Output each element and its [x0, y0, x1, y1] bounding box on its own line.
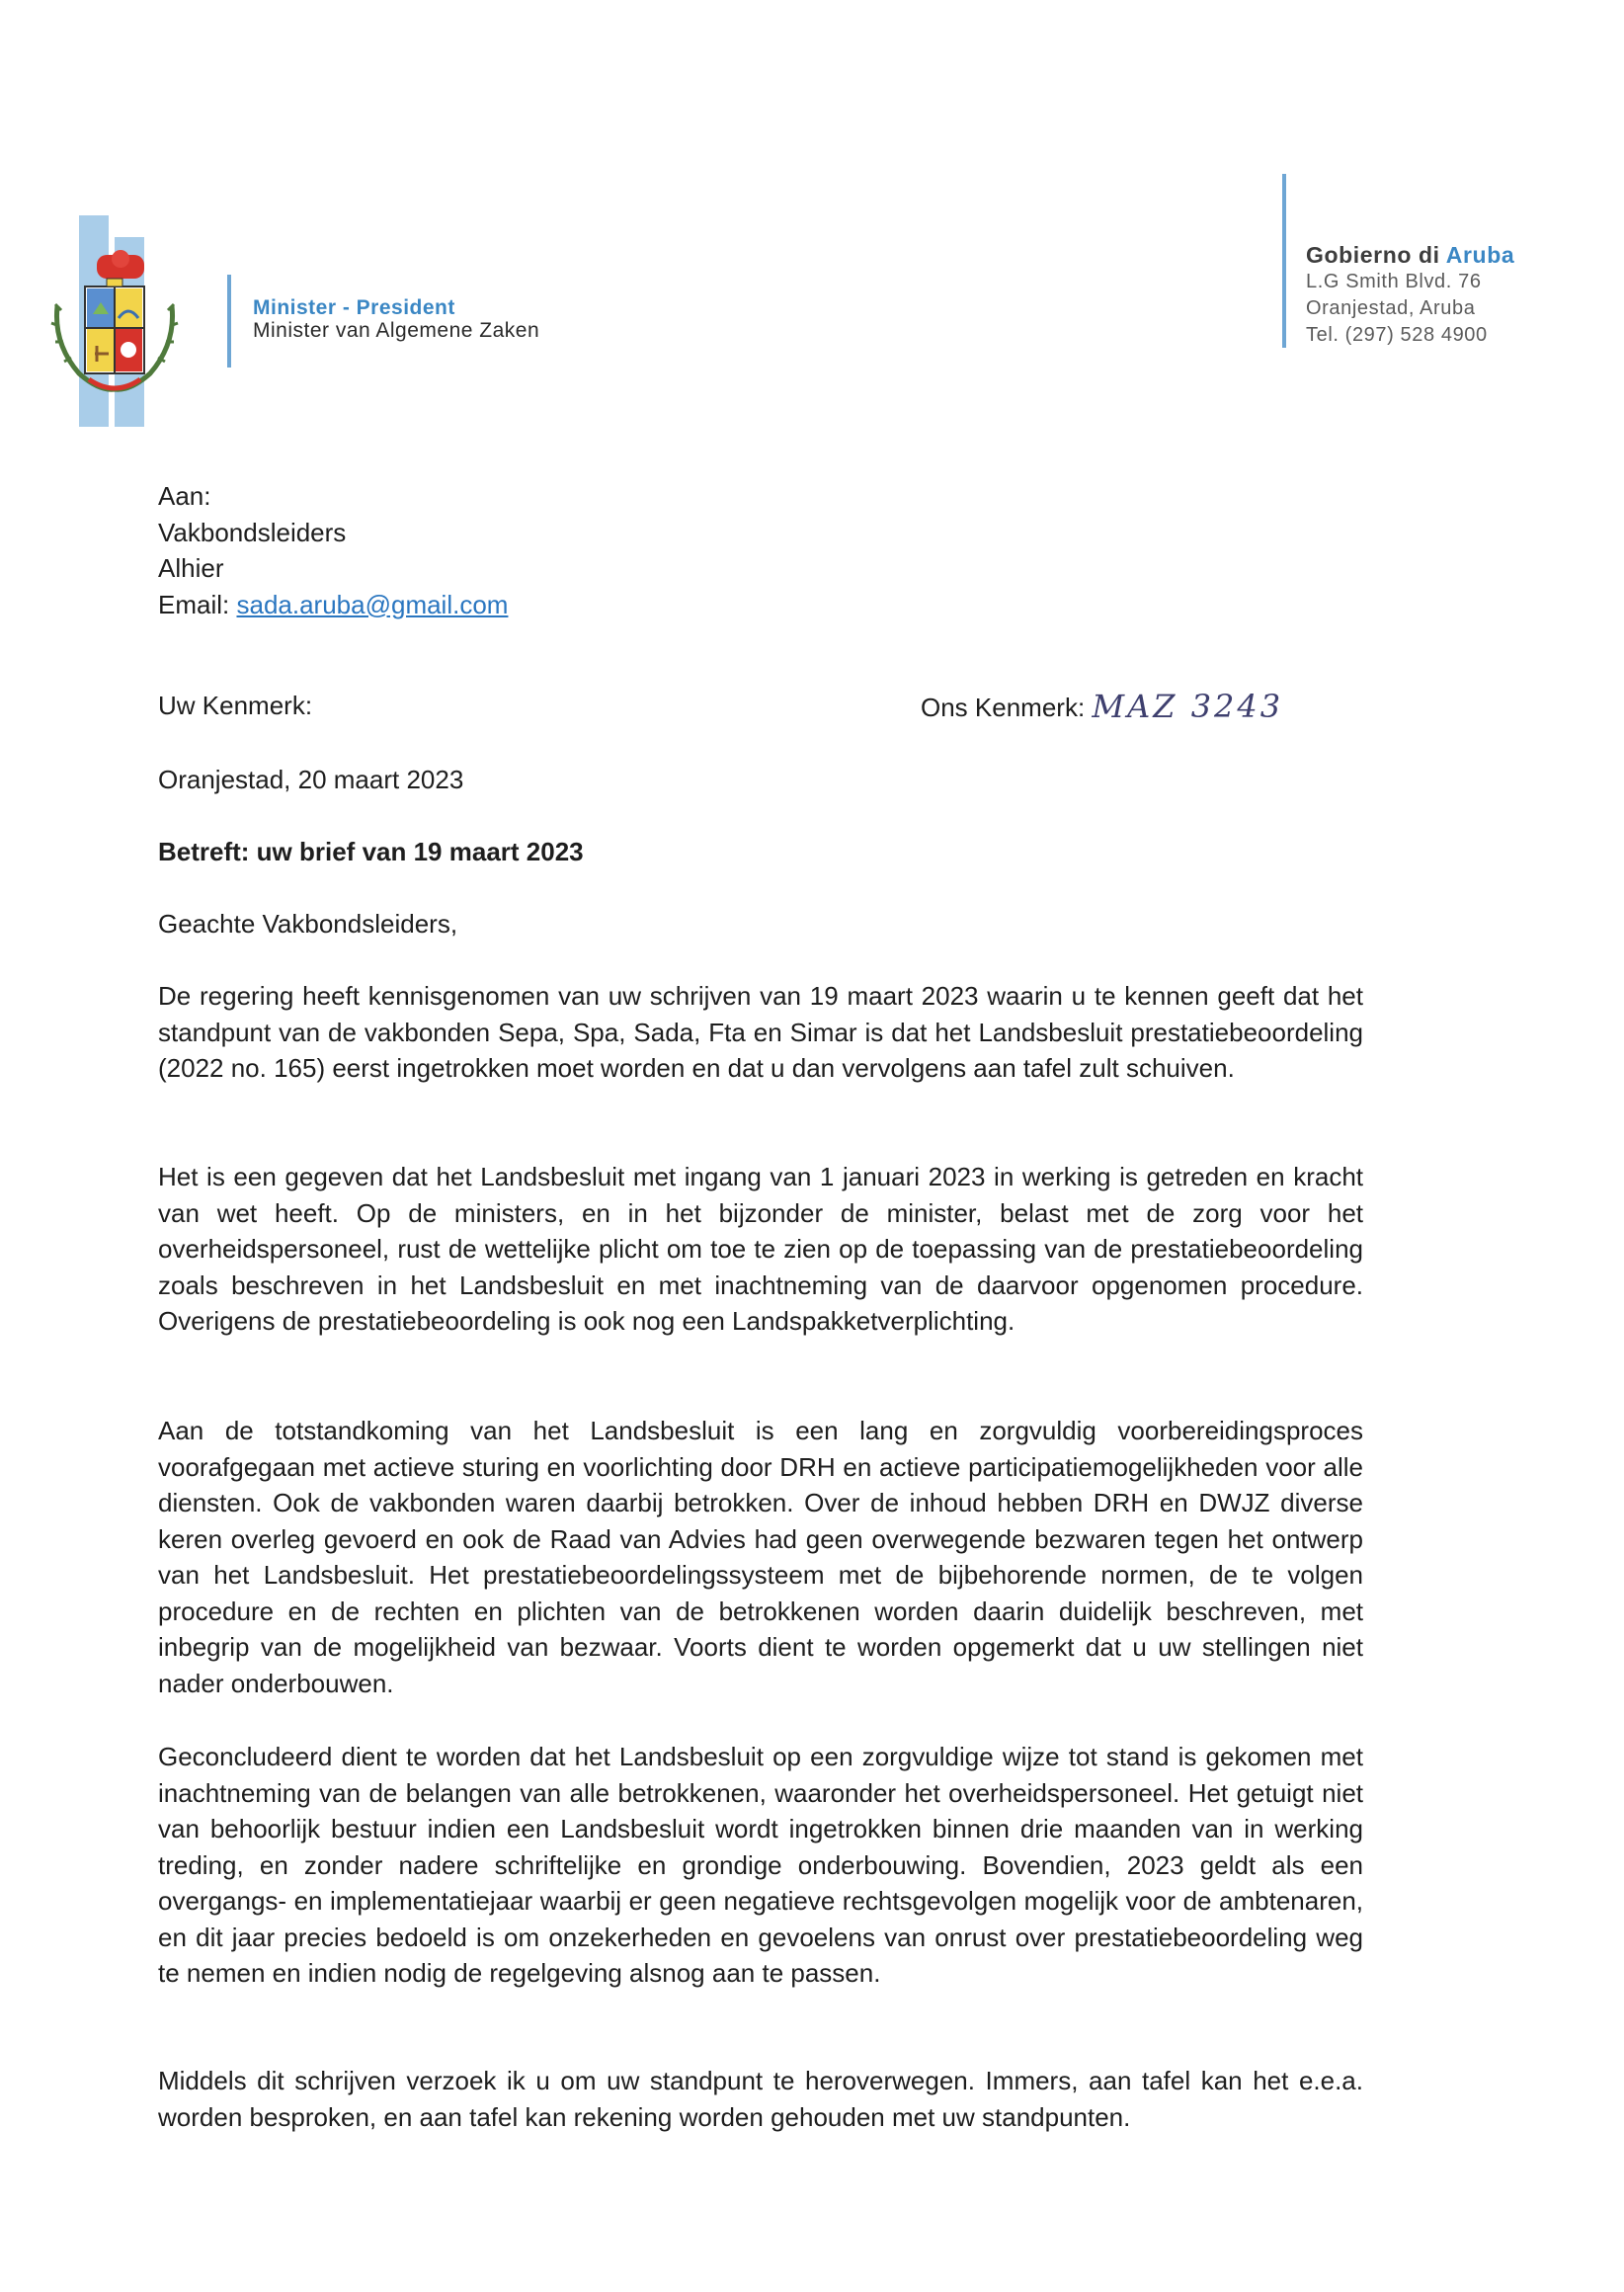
- government-name: [1306, 241, 1514, 269]
- minister-subtitle: Minister van Algemene Zaken: [253, 319, 540, 342]
- ons-kenmerk-label: Ons Kenmerk:: [921, 693, 1086, 722]
- minister-block: [227, 275, 539, 364]
- government-name-accent: Aruba: [1445, 242, 1515, 268]
- address-line-1: L.G Smith Blvd. 76: [1306, 271, 1482, 292]
- government-name-prefix: Gobierno di: [1306, 242, 1440, 268]
- minister-divider: [227, 275, 231, 368]
- government-address-block: [1282, 174, 1514, 352]
- subject-line: Betreft: uw brief van 19 maart 2023: [158, 837, 584, 866]
- paragraph-3: Aan de totstandkoming van het Landsbesluit is een lang en zorgvuldig voorbereidingsproces voorafgegaan met actieve sturing en voorlichting door DRH en actieve participatiemogelijkheden voor alle diensten. Ook de vakbonden waren daarbij betrokken. Over de inhoud hebben DRH en DWJZ diverse keren overleg gevoerd en ook de Raad van Advies had geen overwegende bezwaren tegen het ontwerp van het Landsbesluit. Het prestatiebeoordelingssysteem met de bijbehorende normen, de te volgen procedure en de rechten en plichten van de betrokkenen worden daarin duidelijk beschreven, met inbegrip van de mogelijkheid van bezwaar. Voorts dient te worden opgemerkt dat u uw stellingen niet nader onderbouwen.: [158, 1416, 1363, 1698]
- recipient-label: Aan:: [158, 481, 211, 511]
- email-link[interactable]: sada.aruba@gmail.com: [236, 589, 509, 619]
- recipient-email-line: [158, 587, 1363, 623]
- paragraph-1: De regering heeft kennisgenomen van uw schrijven van 19 maart 2023 waarin u te kennen geeft dat het standpunt van de vakbonden Sepa, Spa, Sada, Fta en Simar is dat het Landsbesluit prestatiebeoordeling (2022 no. 165) eerst ingetrokken moet worden en dat u dan vervolgens aan tafel zult schuiven.: [158, 981, 1363, 1083]
- address-line-2: Oranjestad, Aruba: [1306, 297, 1476, 319]
- date-line: Oranjestad, 20 maart 2023: [158, 765, 464, 794]
- government-divider: [1282, 174, 1286, 348]
- reference-row: [158, 688, 1363, 737]
- recipient-name: Vakbondsleiders: [158, 517, 347, 547]
- phone-number: Tel. (297) 528 4900: [1306, 324, 1488, 346]
- paragraph-2: Het is een gegeven dat het Landsbesluit met ingang van 1 januari 2023 in werking is getreden en kracht van wet heeft. Op de ministers, en in het bijzonder de minister, belast met de zorg voor het overheidspersoneel, rust de wettelijke plicht om toe te zien op de toepassing van de prestatiebeoordeling zoals beschreven in het Landsbesluit en met inachtneming van de daarvoor opgenomen procedure. Overigens de prestatiebeoordeling is ook nog een Landspakketverplichting.: [158, 1162, 1363, 1336]
- recipient-block: [158, 478, 1363, 622]
- ons-kenmerk-handwritten-value: MAZ 3243: [1092, 688, 1284, 725]
- paragraph-4: Geconcludeerd dient te worden dat het Landsbesluit op een zorgvuldige wijze tot stand is gekomen met inachtneming van de belangen van alle betrokkenen, waaronder het overheidspersoneel. Het getuigt niet van behoorlijk bestuur indien een Landsbesluit wordt ingetrokken binnen drie maanden van in werking treding, en zonder nadere schriftelijke en grondige onderbouwing. Bovendien, 2023 geldt als een overgangs- en implementatiejaar waarbij er geen negatieve rechtsgevolgen mogelijk voor de ambtenaren, en dit jaar precies bedoeld is om onzekerheden en gevoelens van onrust over prestatiebeoordeling weg te nemen en indien nodig de regelgeving alsnog aan te passen.: [158, 1742, 1363, 1988]
- paragraph-5: Middels dit schrijven verzoek ik u om uw standpunt te heroverwegen. Immers, aan tafel kan het e.e.a. worden besproken, en aan tafel kan rekening worden gehouden met uw standpunten.: [158, 2066, 1363, 2132]
- email-label: Email:: [158, 589, 230, 619]
- salutation: Geachte Vakbondsleiders,: [158, 909, 458, 939]
- uw-kenmerk-label: Uw Kenmerk:: [158, 691, 313, 720]
- ons-kenmerk: [921, 688, 1283, 725]
- coat-of-arms-logo: [49, 215, 180, 427]
- minister-title: Minister - President: [253, 296, 455, 319]
- recipient-location: Alhier: [158, 553, 224, 583]
